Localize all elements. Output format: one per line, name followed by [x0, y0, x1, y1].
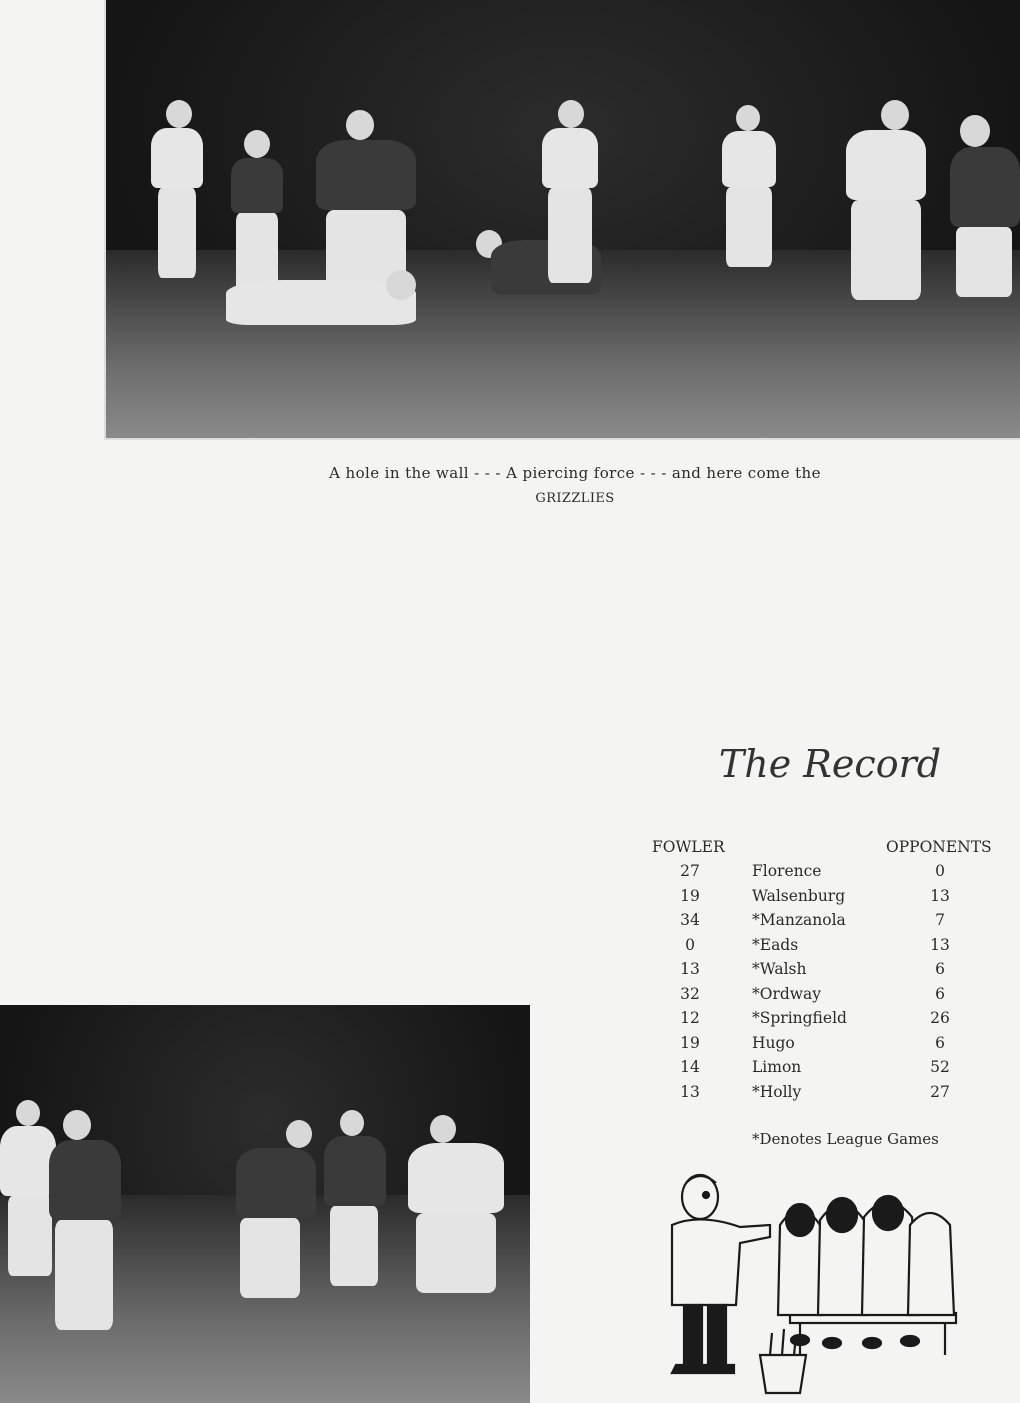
player-figure [45, 1110, 125, 1350]
opponent-team: *Holly [752, 1082, 802, 1101]
opponent-score: 6 [935, 984, 945, 1003]
opponent-score: 13 [930, 886, 950, 905]
table-row [640, 1034, 1010, 1058]
table-row [640, 936, 1010, 960]
player-figure [230, 1120, 320, 1320]
table-row [640, 1009, 1010, 1033]
player-figure [320, 1110, 390, 1310]
player-figure [716, 105, 786, 275]
table-row [640, 887, 1010, 911]
table-row [640, 960, 1010, 984]
player-figure [400, 1115, 510, 1315]
opponent-team: Hugo [752, 1033, 795, 1052]
opponent-team: *Eads [752, 935, 799, 954]
fowler-score: 13 [680, 960, 700, 978]
table-row [640, 911, 1010, 935]
header-fowler: FOWLER [652, 838, 725, 856]
coach-cartoon [660, 1165, 960, 1395]
opponent-team: Walsenburg [752, 886, 846, 905]
football-photo-top [104, 0, 1020, 440]
opponent-team: *Ordway [752, 984, 822, 1003]
league-games-note: *Denotes League Games [752, 1130, 939, 1148]
player-figure [146, 100, 206, 300]
player-figure [836, 100, 936, 320]
opponent-score: 26 [930, 1009, 950, 1027]
fowler-score: 0 [685, 935, 695, 954]
table-row [640, 1083, 1010, 1107]
opponent-score: 6 [935, 1033, 945, 1052]
fowler-score: 19 [680, 1033, 700, 1052]
fowler-score: 13 [680, 1082, 700, 1101]
opponent-score: 27 [930, 1082, 950, 1101]
player-figure [536, 100, 606, 300]
opponent-score: 6 [935, 960, 945, 978]
opponent-team: Florence [752, 862, 822, 880]
opponent-score: 0 [935, 862, 945, 880]
fowler-score: 12 [680, 1009, 700, 1027]
opponent-team: Limon [752, 1058, 802, 1076]
fowler-score: 34 [680, 911, 700, 929]
opponent-score: 13 [930, 935, 950, 954]
fowler-score: 27 [680, 862, 700, 880]
player-figure [226, 270, 426, 340]
header-opponents: OPPONENTS [886, 838, 992, 856]
opponent-team: *Manzanola [752, 911, 846, 929]
fowler-score: 14 [680, 1058, 700, 1076]
football-photo-bottom [0, 1005, 530, 1403]
fowler-score: 32 [680, 984, 700, 1003]
record-title: The Record [718, 742, 942, 786]
table-row [640, 985, 1010, 1009]
opponent-score: 7 [935, 911, 945, 929]
table-row [640, 1058, 1010, 1082]
photo-caption-team: GRIZZLIES [535, 491, 615, 506]
player-figure [946, 115, 1020, 315]
fowler-score: 19 [680, 886, 700, 905]
opponent-team: *Springfield [752, 1009, 847, 1027]
opponent-team: *Walsh [752, 960, 807, 978]
table-row [640, 862, 1010, 886]
opponent-score: 52 [930, 1058, 950, 1076]
photo-caption: A hole in the wall - - - A piercing force - - - and here come the [329, 464, 821, 482]
